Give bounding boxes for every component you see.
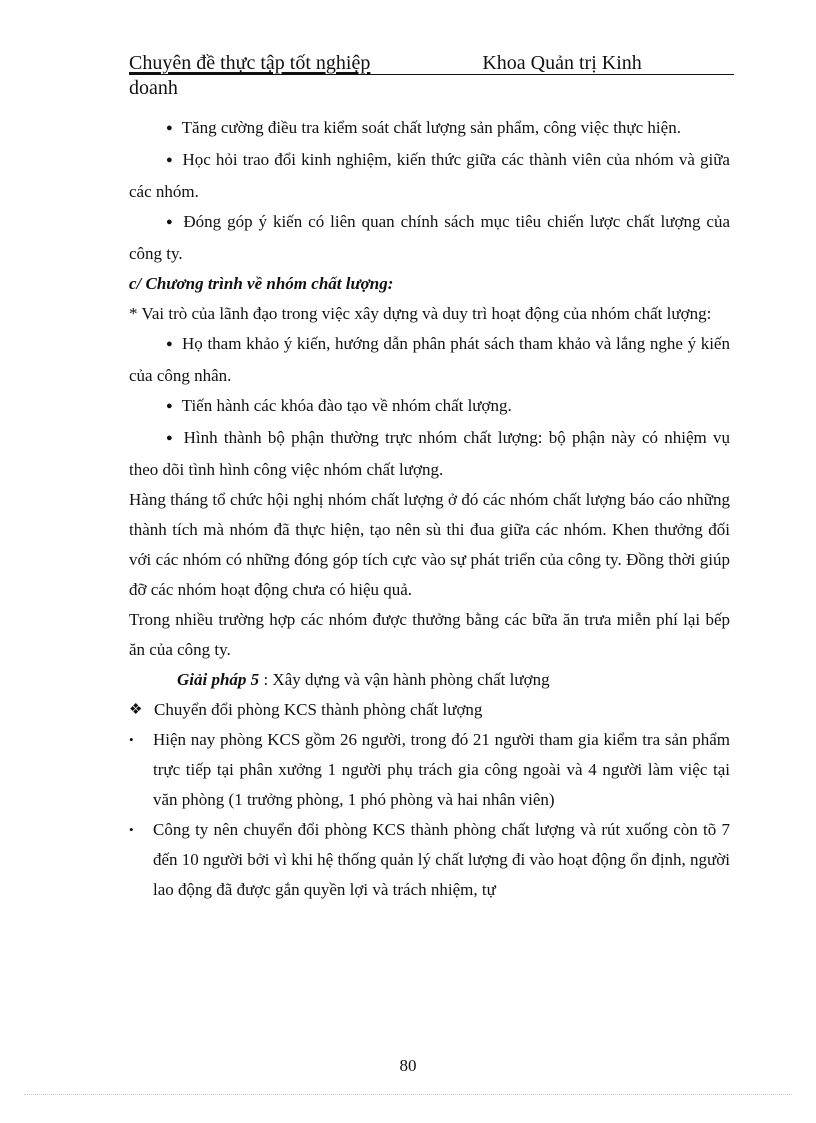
diamond-bullet-icon: ❖ <box>129 702 143 718</box>
page-number: 80 <box>399 1056 417 1075</box>
solution-5-heading <box>129 665 730 695</box>
bullet-paragraph-3: ● Đóng góp ý kiến có liên quan chính sách mục tiêu chiến lược chất lượng của công ty. <box>129 207 730 269</box>
list-item <box>129 815 730 905</box>
bullet-paragraph-2: ● Học hỏi trao đổi kinh nghiệm, kiến thức giữa các thành viên của nhóm và giữa các nhóm. <box>129 145 730 207</box>
bullet-icon: • <box>129 732 134 747</box>
section-heading-c: c/ Chương trình về nhóm chất lượng: <box>129 274 394 293</box>
bullet-paragraph-1: ● Tăng cường điều tra kiểm soát chất lượng sản phẩm, công việc thực hiện. <box>129 113 730 145</box>
bullet-icon: • <box>129 822 134 837</box>
leadership-role-paragraph: * Vai trò của lãnh đạo trong việc xây dựng và duy trì hoạt động của nhóm chất lượng: <box>129 304 712 323</box>
bullet-paragraph-5: ● Tiến hành các khóa đào tạo về nhóm chất lượng. <box>129 391 730 423</box>
header-right-title: Khoa Quản trị Kinh <box>482 52 642 74</box>
solution-5-text: : Xây dựng và vận hành phòng chất lượng <box>259 670 550 689</box>
page-header <box>129 50 734 101</box>
diamond-bullet-text: Chuyển đổi phòng KCS thành phòng chất lượng <box>154 700 483 719</box>
diamond-bullet-item <box>129 695 730 725</box>
header-line <box>129 50 734 75</box>
bullet-paragraph-6: ● Hình thành bộ phận thường trực nhóm chất lượng: bộ phận này có nhiệm vụ theo dõi tình hình công việc nhóm chất lượng. <box>129 423 730 485</box>
list-item-text-1: Hiện nay phòng KCS gồm 26 người, trong đó 21 người tham gia kiểm tra sản phẩm trực tiếp tại phân xưởng 1 người phụ trách gia công ngoài và 4 người làm việc tại văn phòng (1 trưởng phòng, 1 phó phòng và hai nhân viên) <box>153 730 730 809</box>
footer-divider <box>24 1094 792 1095</box>
header-continuation: doanh <box>129 77 178 99</box>
solution-5-label: Giải pháp 5 <box>177 670 260 689</box>
list-item <box>129 725 730 815</box>
page-body <box>129 113 730 905</box>
bullet-paragraph-4: ● Họ tham khảo ý kiến, hướng dẫn phân phát sách tham khảo và lắng nghe ý kiến của công nhân. <box>129 329 730 391</box>
list-item-text-2: Công ty nên chuyển đổi phòng KCS thành phòng chất lượng và rút xuống còn tõ 7 đến 10 người bởi vì khi hệ thống quản lý chất lượng đi vào hoạt động ổn định, người lao động đã được gắn quyền lợi và trách nhiệm, tự <box>153 820 730 899</box>
reward-paragraph: Trong nhiều trường hợp các nhóm được thưởng bằng các bữa ăn trưa miễn phí lại bếp ăn của công ty. <box>129 610 730 659</box>
header-left-title: Chuyên đề thực tập tốt nghiệp <box>129 52 371 74</box>
monthly-meeting-paragraph: Hàng tháng tổ chức hội nghị nhóm chất lượng ở đó các nhóm chất lượng báo cáo những thành tích mà nhóm đã thực hiện, tạo nên sù thi đua giữa các nhóm. Khen thưởng đối với các nhóm có những đóng góp tích cực vào sự phát triển của công ty. Đồng thời giúp đỡ các nhóm hoạt động chưa có hiệu quả. <box>129 490 730 599</box>
